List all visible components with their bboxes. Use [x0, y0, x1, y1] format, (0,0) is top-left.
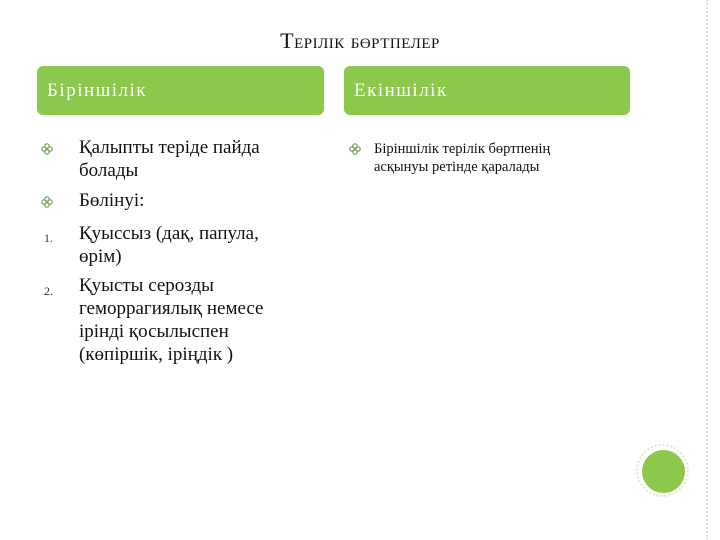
column-header-primary-label: Біріншілік	[47, 79, 148, 101]
list-number: 2.	[44, 284, 53, 298]
column-header-secondary	[344, 66, 630, 115]
numbered-item: Қуыссыз (дақ, папула, өрім)	[79, 223, 259, 267]
column-header-primary	[37, 66, 324, 115]
list-number: 1.	[44, 231, 53, 245]
numbered-item: Қуысты серозды геморрагиялық немесе ірінді қосылыспен (көпіршік, іріңдік )	[79, 275, 264, 365]
flower-bullet-icon	[41, 143, 53, 155]
list-item: Бөлінуі:	[79, 190, 145, 211]
list-item: Біріншілік терілік бөртпенің асқынуы ретінде қаралады	[374, 141, 551, 175]
list-item: Қалыпты теріде пайда болады	[79, 137, 260, 181]
flower-bullet-icon	[349, 143, 361, 155]
decorative-circle	[642, 450, 685, 493]
slide-title: Терілік бөртпелер	[280, 28, 440, 53]
decorative-border	[706, 0, 716, 540]
flower-bullet-icon	[41, 196, 53, 208]
column-header-secondary-label: Екіншілік	[354, 79, 448, 101]
